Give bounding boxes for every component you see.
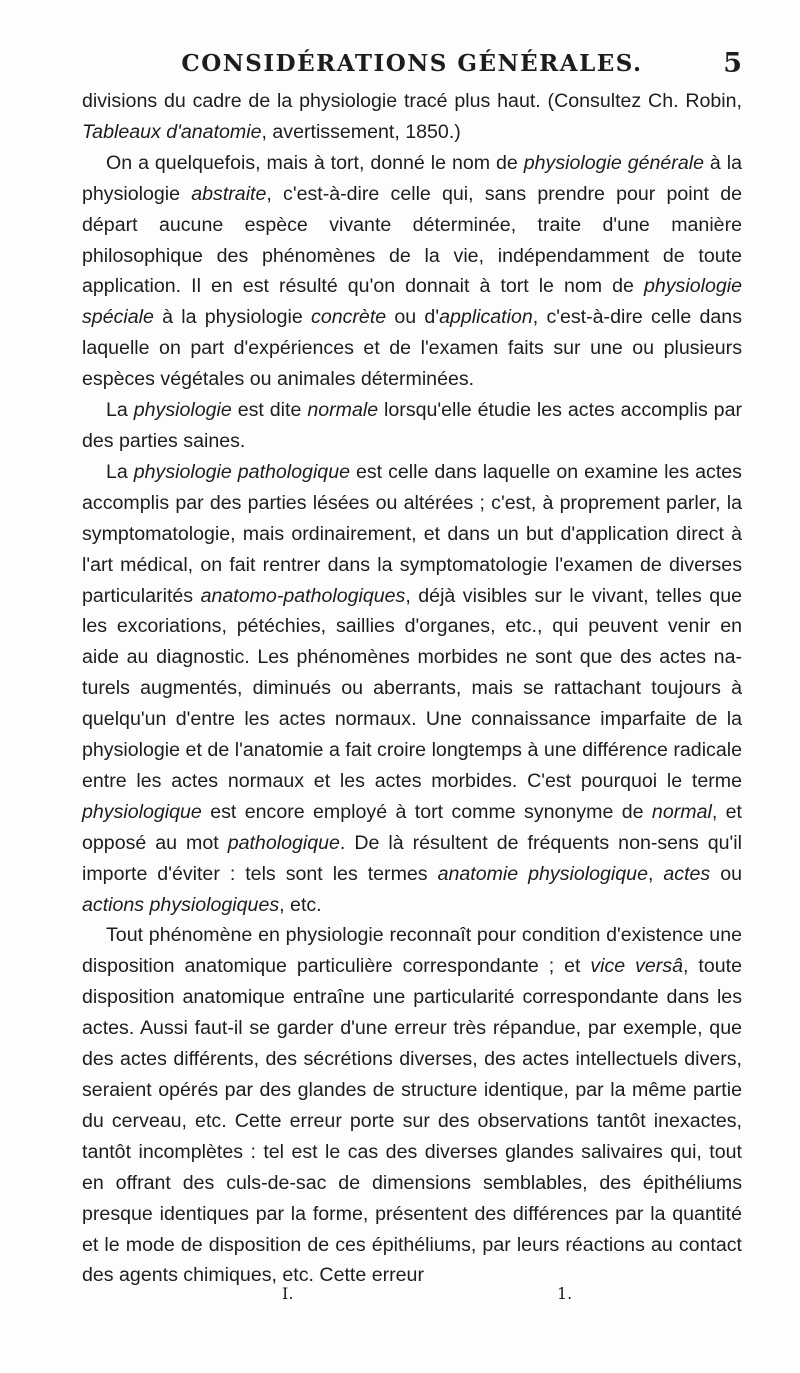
paragraph	[82, 395, 742, 457]
text-run: ou d'	[386, 306, 440, 329]
page-footer	[82, 1284, 742, 1310]
body-text	[82, 86, 742, 1291]
italic-text: normale	[307, 399, 379, 422]
text-run: à la physiologie	[82, 151, 742, 205]
text-run: est celle dans laquelle on examine les actes accomplis par des parties lésées ou altérées ; c'est, à proprement parler, la symptomatologie, mais ordinairement, et dans un but d'application direct à l'art médical, on fait rentrer dans la symptomatologie l'examen de diverses particularités	[82, 460, 742, 607]
text-run: La	[106, 460, 134, 483]
text-run: est encore employé à tort comme synonyme de	[201, 800, 652, 823]
text-run: est dite	[231, 399, 308, 422]
italic-text: physiologie générale	[523, 151, 704, 174]
text-run: , déjà visibles sur le vivant, telles que les excoriations, pétéchies, saillies d'organes, etc., qui peuvent venir en aide au diagnostic. Les phénomènes morbides ne sont que des actes naturels augmentés, diminués ou aberrants, mais se rattachant toujours à quelqu'un d'entre les actes normaux. Une connaissance imparfaite de la physiologie et de l'anatomie a fait croire longtemps à une différence radicale entre les actes normaux et les actes morbides. C'est pourquoi le terme	[82, 584, 742, 792]
italic-text: physiologique	[82, 800, 202, 823]
running-title: CONSIDÉRATIONS GÉNÉRALES.	[181, 50, 643, 77]
text-run: ou	[710, 862, 742, 885]
text-run: ,	[647, 862, 664, 885]
text-run: On a quelquefois, mais à tort, donné le nom de	[106, 151, 524, 174]
italic-text: normal	[651, 800, 712, 823]
paragraph	[82, 148, 742, 395]
italic-text: abstraite	[191, 182, 267, 205]
text-run: , c'est-à-dire celle dans laquelle on part d'expériences et de l'examen faits sur une ou plusieurs espèces végétales ou animales déterminées.	[82, 306, 742, 391]
text-run: , toute disposition anatomique entraîne une particularité correspondante dans les actes. Aussi faut-il se garder d'une erreur très répandue, par exemple, que des actes différents, des sécrétions diverses, des actes intellectuels divers, seraient opérés par des glandes de structure identique, par la même partie du cerveau, etc. Cette erreur porte sur des observations tantôt inexactes, tantôt incomplètes : tel est le cas des diverses glandes salivaires qui, tout en offrant des culs-de-sac de dimensions semblables, des épithéliums presque identiques par la forme, présentent des différences par la quantité et le mode de disposition de ces épithéliums, par leurs réactions au contact des agents chimiques, etc. Cette erreur	[82, 955, 742, 1287]
text-run: . De là résultent de fréquents non-sens qu'il importe d'éviter : tels sont les termes	[82, 831, 742, 885]
italic-text: physiologie spéciale	[82, 275, 742, 329]
italic-text: vice versâ	[590, 955, 684, 978]
italic-text: application	[439, 306, 533, 329]
text-run: , et opposé au mot	[82, 800, 742, 854]
signature-mark-right: 1.	[557, 1284, 573, 1303]
italic-text: actes	[663, 862, 711, 885]
italic-text: anatomo-pathologiques	[200, 584, 406, 607]
italic-text: Tableaux d'anatomie	[82, 120, 262, 143]
text-run: , c'est-à-dire celle qui, sans prendre pour point de départ aucune espèce vivante déterminée, traite d'une manière philosophique des phénomènes de la vie, indépendamment de toute application. Il en est résulté qu'on donnait à tort le nom de	[82, 182, 742, 298]
italic-text: pathologique	[227, 831, 340, 854]
text-run: , etc.	[279, 893, 322, 916]
text-run: Tout phénomène en physiologie reconnaît pour condition d'existence une disposition anatomique particulière correspondante ; et	[82, 924, 742, 978]
page-header	[82, 46, 742, 82]
signature-mark-left: I.	[282, 1284, 294, 1303]
paragraph	[82, 457, 742, 921]
italic-text: actions physiologiques	[82, 893, 280, 916]
italic-text: anatomie physiologique	[437, 862, 648, 885]
text-run: lorsqu'elle étudie les actes accomplis par des parties saines.	[82, 399, 742, 452]
page-number: 5	[723, 48, 742, 79]
text-run: divisions du cadre de la physiologie tracé plus haut. (Consultez Ch. Robin,	[82, 90, 742, 112]
paragraph	[82, 920, 742, 1291]
text-run: , avertissement, 1850.)	[261, 120, 461, 143]
italic-text: physiologie pathologique	[133, 460, 350, 483]
text-run: La	[106, 399, 134, 422]
paragraph	[82, 86, 742, 148]
italic-text: concrète	[311, 306, 387, 329]
text-run: à la physiologie	[153, 306, 312, 329]
italic-text: physiologie	[133, 399, 232, 422]
